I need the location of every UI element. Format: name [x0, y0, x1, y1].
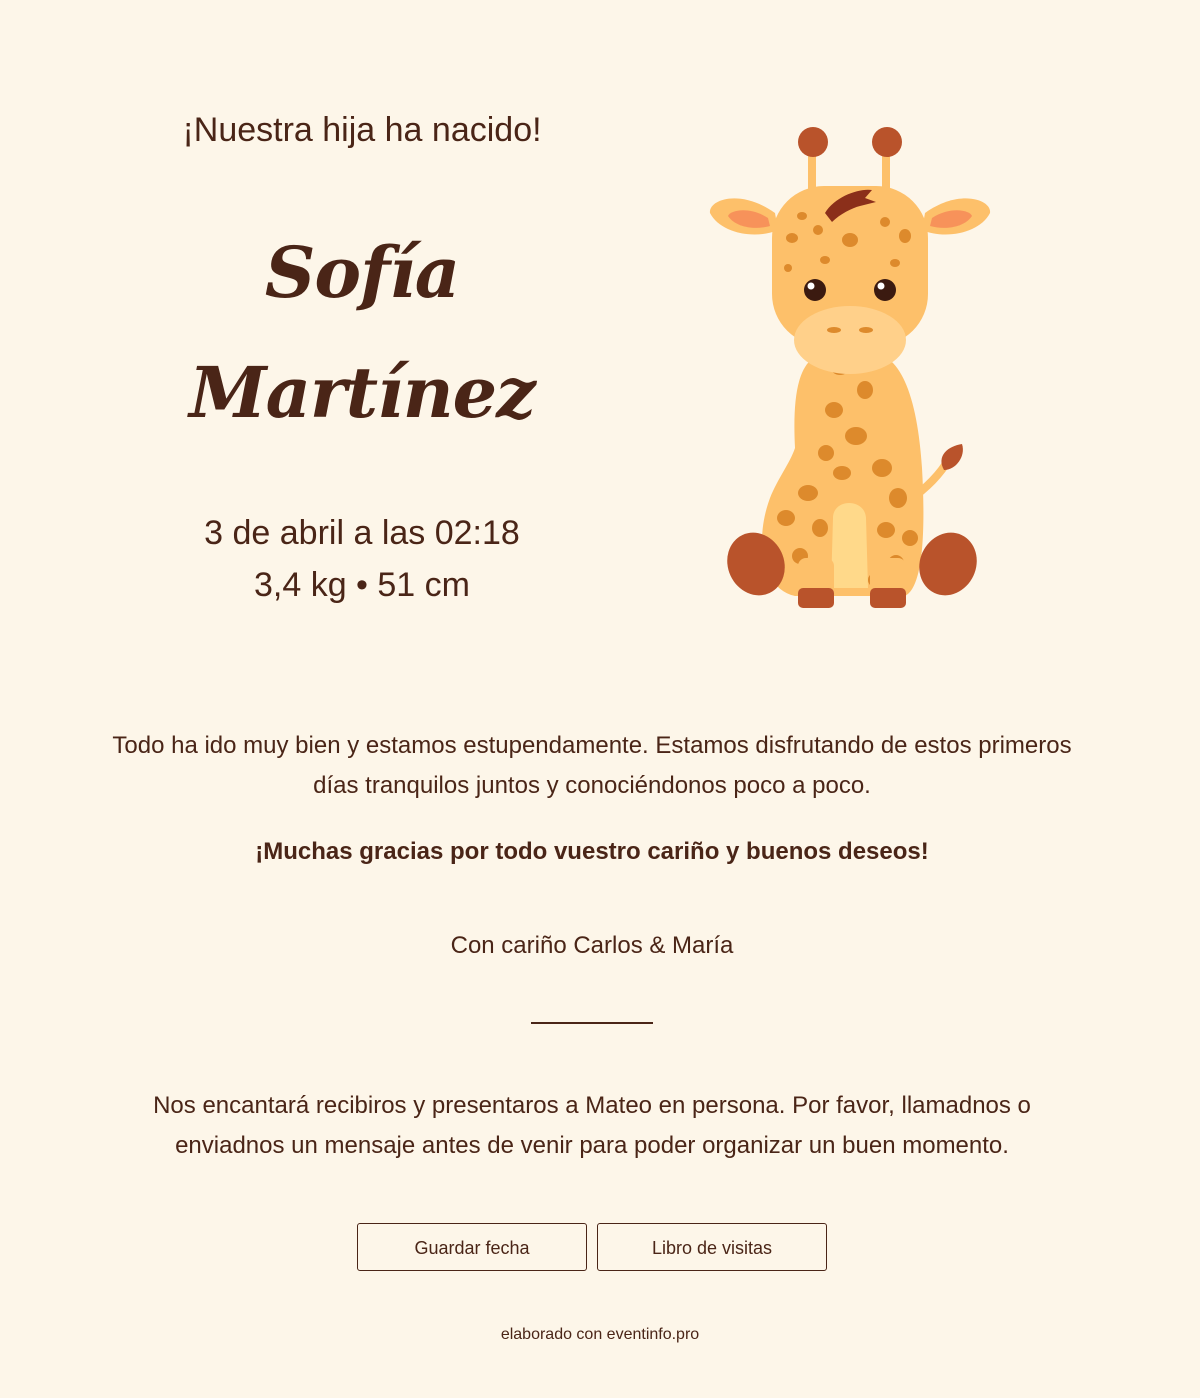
- visit-message: Nos encantará recibiros y presentaros a Mateo en persona. Por favor, llamadnos o enviadnos un mensaje antes de venir para poder organizar un buen momento.: [153, 1092, 1031, 1159]
- section-divider: [531, 1022, 653, 1024]
- baby-first-name: Sofía: [264, 230, 460, 314]
- action-buttons: [357, 1223, 827, 1271]
- announcement-heading: ¡Nuestra hija ha nacido!: [182, 111, 542, 149]
- guestbook-button[interactable]: Libro de visitas: [597, 1223, 827, 1271]
- birth-measurements: 3,4 kg • 51 cm: [253, 565, 470, 604]
- hero-section: [0, 0, 1200, 660]
- parents-signature: Con cariño Carlos & María: [450, 932, 734, 959]
- message-section: [100, 722, 1084, 1166]
- footer-credit-text[interactable]: elaborado con eventinfo.pro: [500, 1326, 700, 1343]
- footer-credit[interactable]: [0, 1324, 1200, 1346]
- birth-details: [120, 507, 604, 611]
- hero-text: [120, 100, 604, 611]
- baby-last-name: Martínez: [189, 350, 535, 434]
- baby-giraffe-icon: [700, 118, 1000, 618]
- save-date-button[interactable]: Guardar fecha: [357, 1223, 587, 1271]
- message-body: Todo ha ido muy bien y estamos estupendamente. Estamos disfrutando de estos primeros días tranquilos juntos y conociéndonos poco a poco.: [112, 732, 1072, 799]
- thanks-message: ¡Muchas gracias por todo vuestro cariño y buenos deseos!: [255, 838, 929, 865]
- baby-name: [120, 213, 604, 453]
- birth-datetime: 3 de abril a las 02:18: [204, 513, 520, 552]
